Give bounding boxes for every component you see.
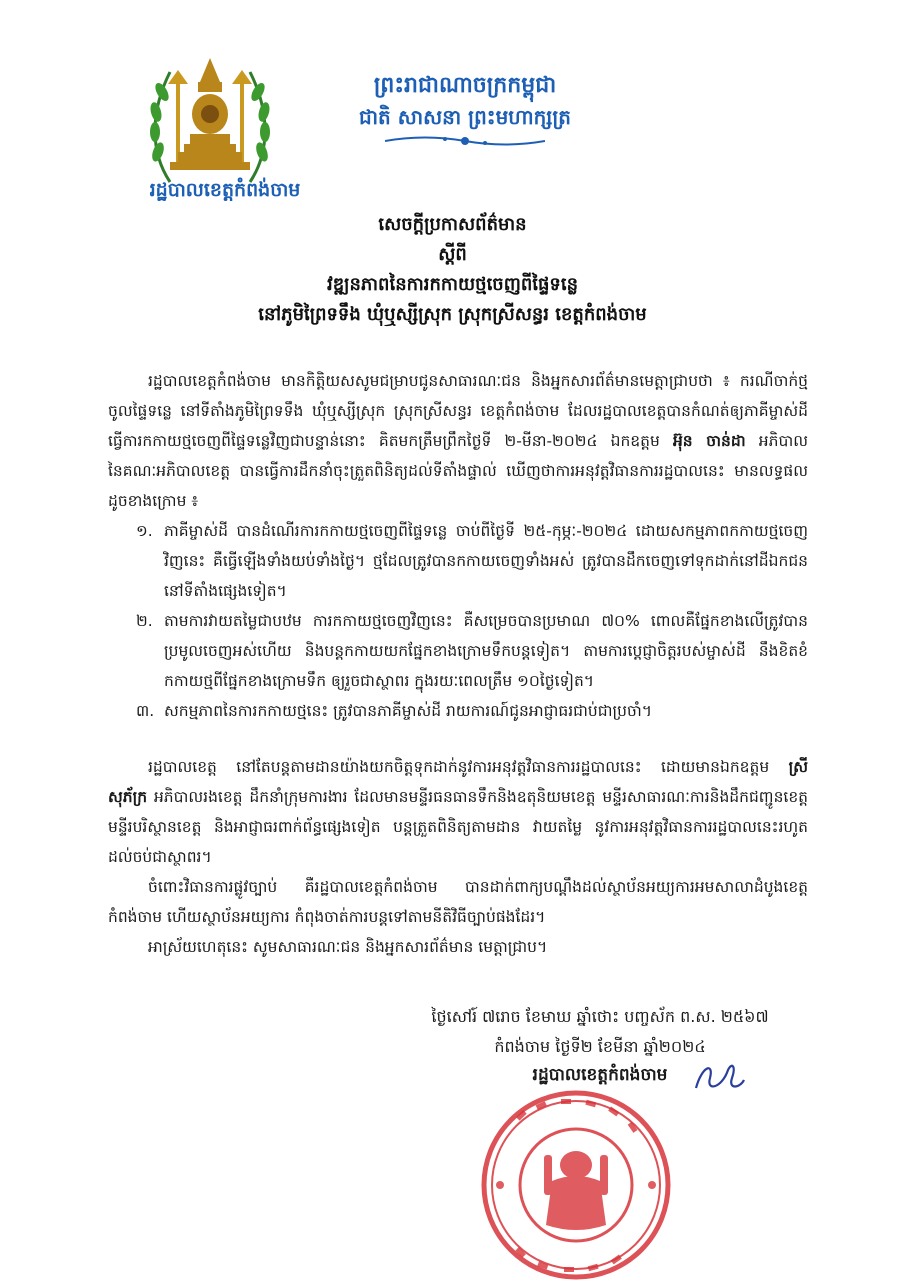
document-body xyxy=(108,366,808,962)
ornament-divider-icon xyxy=(385,132,545,150)
intro-paragraph xyxy=(108,366,808,516)
governor-name: អ៊ុន ចាន់ដា xyxy=(672,432,746,450)
list-item xyxy=(108,696,808,726)
lunar-date: ថ្ងៃសៅរ៍ ៧រោច ខែមាឃ ឆ្នាំថោះ បញ្ចស័ក ព.ស. ២៥៦៧ xyxy=(431,1007,769,1026)
official-seal-icon xyxy=(476,1085,676,1285)
document-title xyxy=(120,210,785,330)
title-line4: នៅភូមិព្រៃទទឹង ឃុំឬស្សីស្រុក ស្រុកស្រីសន្ធរ ខេត្តកំពង់ចាម xyxy=(258,304,647,325)
monitoring-paragraph xyxy=(108,752,808,872)
title-line2: ស្តីពី xyxy=(438,244,467,265)
closing-paragraph: អាស្រ័យហេតុនេះ សូមសាធារណៈជន និងអ្នកសារព័ត៌មាន មេត្តាជ្រាប។ xyxy=(148,938,548,956)
royal-emblem-icon xyxy=(140,52,280,192)
kingdom-header xyxy=(300,70,630,154)
deputy-governor-name: ស្រី សុភ័ក្រ xyxy=(108,758,808,806)
legal-paragraph: ចំពោះវិធានការផ្លូវច្បាប់ គឺរដ្ឋបាលខេត្តកំពង់ចាម បានដាក់ពាក្យបណ្តឹងដល់ស្ថាប័នអយ្យការអមសាលាដំបូងខេត្តកំពង់ចាម ហើយស្ថាប័នអយ្យការ កំពុងចាត់ការបន្តទៅតាមនីតិវិធីច្បាប់ផងដែរ។ xyxy=(108,878,808,926)
signature-icon xyxy=(688,1058,748,1098)
list-item xyxy=(108,516,808,606)
kingdom-motto-line2: ជាតិ សាសនា ព្រះមហាក្សត្រ xyxy=(359,105,571,129)
list-item-number: ១. xyxy=(136,522,153,540)
title-line3: វឌ្ឍនភាពនៃការកកាយថ្មចេញពីផ្ទៃទន្លេ xyxy=(326,274,578,295)
para2-text-a: រដ្ឋបាលខេត្ត នៅតែបន្តតាមដានយ៉ាងយកចិត្តទុកដាក់នូវការអនុវត្តវិធានការរដ្ឋបាលនេះ ដោយមានឯកឧត្តម xyxy=(148,758,770,776)
signing-unit: រដ្ឋបាលខេត្តកំពង់ចាម xyxy=(532,1065,668,1085)
kingdom-motto-line1: ព្រះរាជាណាចក្រកម្ពុជា xyxy=(373,73,557,98)
list-item-text: តាមការវាយតម្លៃជាបឋម ការកកាយថ្មចេញវិញនេះ គឺសម្រេចបានប្រមាណ ៧០% ពោលគឺផ្នែកខាងលើត្រូវបានប្រមូលចេញអស់ហើយ និងបន្តកកាយយកផ្នែកខាងក្រោមទឹកបន្តទៀត។ តាមការប្តេជ្ញាចិត្តរបស់ម្ចាស់ដី នឹងខិតខំកកាយថ្មពីផ្នែកខាងក្រោមទឹក ឲ្យរួចជាស្ថាពរ ក្នុងរយៈពេលត្រឹម ១០ថ្ងៃទៀត។ xyxy=(164,612,808,690)
list-item-number: ២. xyxy=(136,612,153,630)
intro-text-a: រដ្ឋបាលខេត្តកំពង់ចាម មានកិត្តិយសសូមជម្រាបជូនសាធារណៈជន និងអ្នកសារព័ត៌មានមេត្តាជ្រាបថា ៖ ករណីចាក់ថ្មចូលផ្ទៃទន្លេ នៅទីតាំងភូមិព្រៃទទឹង ឃុំឬស្សីស្រុក ស្រុកស្រីសន្ធរ ខេត្តកំពង់ចាម ដែលរដ្ឋបាលខេត្តបានកំណត់ឲ្យភាគីម្ចាស់ដី ធ្វើការកកាយថ្មចេញពីផ្ទៃទន្លេវិញជាបន្ទាន់នោះ គិតមកត្រឹមព្រឹកថ្ងៃទី ២-មីនា-២០២៤ ឯកឧត្តម xyxy=(108,372,808,450)
date-block xyxy=(380,1002,820,1062)
ministry-name: រដ្ឋបាលខេត្តកំពង់ចាម xyxy=(149,179,301,201)
title-line1: សេចក្តីប្រកាសព័ត៌មាន xyxy=(378,214,527,235)
list-item-text: ភាគីម្ចាស់ដី បានដំណើរការកកាយថ្មចេញពីផ្ទៃទន្លេ ចាប់ពីថ្ងៃទី ២៥-កុម្ភៈ-២០២៤ ដោយសកម្មភាពកកាយថ្មចេញវិញនេះ គឺធ្វើឡើងទាំងយប់ទាំងថ្ងៃ។ ថ្មដែលត្រូវបានកកាយចេញទាំងអស់ ត្រូវបានដឹកចេញទៅទុកដាក់នៅដីឯកជន នៅទីតាំងផ្សេងទៀត។ xyxy=(164,522,808,600)
intro-text-b: អភិបាល នៃគណៈអភិបាលខេត្ត បានធ្វើការដឹកនាំចុះត្រួតពិនិត្យដល់ទីតាំងផ្ទាល់ ឃើញថាការអនុវត្តវិធានការរដ្ឋបាលនេះ មានលទ្ធផលដូចខាងក្រោម ៖ xyxy=(108,432,808,510)
list-item xyxy=(108,606,808,696)
list-item-text: សកម្មភាពនៃការកកាយថ្មនេះ ត្រូវបានភាគីម្ចាស់ដី រាយការណ៍ជូនអាជ្ញាធរជាប់ជាប្រចាំ។ xyxy=(164,702,652,720)
solar-date: កំពង់ចាម ថ្ងៃទី២ ខែមីនា ឆ្នាំ២០២៤ xyxy=(494,1037,706,1056)
list-item-number: ៣. xyxy=(136,702,155,720)
para2-text-b: អភិបាលរងខេត្ត ដឹកនាំក្រុមការងារ ដែលមានមន្ទីរធនធានទឹកនិងឧតុនិយមខេត្ត មន្ទីរសាធារណៈការនិងដឹកជញ្ជូនខេត្ត មន្ទីរបរិស្ថានខេត្ត និងអាជ្ញាធរពាក់ព័ន្ធផ្សេងទៀត បន្តត្រួតពិនិត្យតាមដាន វាយតម្លៃ នូវការអនុវត្តវិធានការរដ្ឋបាលនេះរហូតដល់ចប់ជាស្ថាពរ។ xyxy=(108,788,809,866)
